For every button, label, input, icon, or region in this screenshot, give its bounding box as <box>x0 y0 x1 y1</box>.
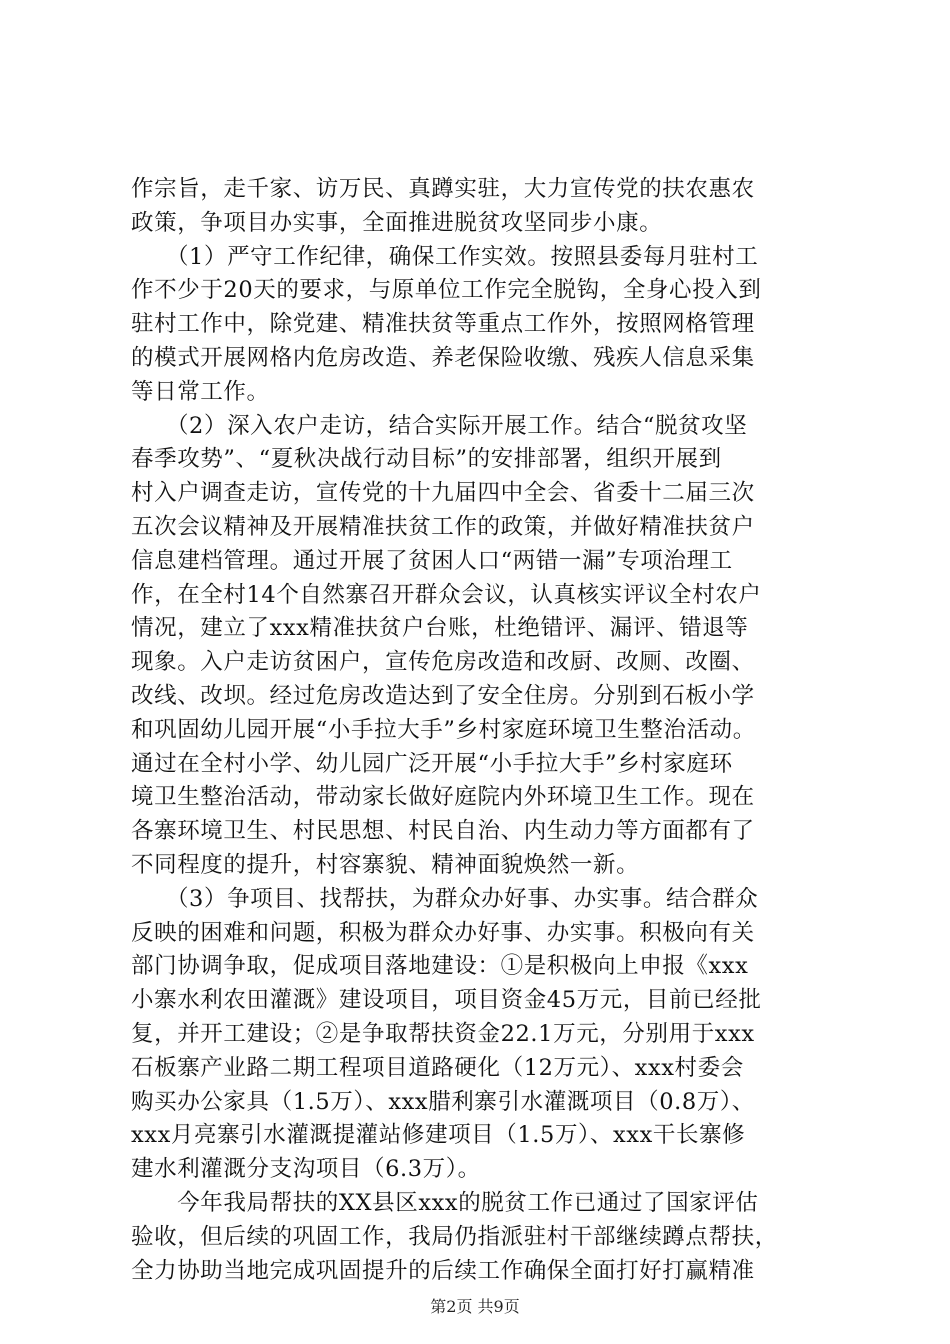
text-line: （1）严守工作纪律，确保工作实效。按照县委每月驻村工 <box>131 243 759 270</box>
text-line: （3）争项目、找帮扶，为群众办好事、办实事。结合群众 <box>131 885 759 912</box>
text-line: 全力协助当地完成巩固提升的后续工作确保全面打好打赢精准 <box>131 1257 755 1284</box>
text-line: 复，并开工建设；②是争取帮扶资金22.1万元，分别用于xxx <box>131 1020 755 1047</box>
text-line: 今年我局帮扶的XX县区xxx的脱贫工作已通过了国家评估 <box>131 1189 759 1216</box>
text-line: 通过在全村小学、幼儿园广泛开展“小手拉大手”乡村家庭环 <box>131 750 733 777</box>
text-line: 信息建档管理。通过开展了贫困人口“两错一漏”专项治理工 <box>131 547 733 574</box>
text-line: xxx月亮寨引水灌溉提灌站修建项目（1.5万）、xxx干长寨修 <box>131 1122 746 1149</box>
text-line: 现象。入户走访贫困户，宣传危房改造和改厨、改厕、改圈、 <box>131 649 755 676</box>
page-footer: 第2页 共9页 <box>430 1297 520 1316</box>
text-line: 改线、改坝。经过危房改造达到了安全住房。分别到石板小学 <box>131 682 755 709</box>
text-line: 村入户调查走访，宣传党的十九届四中全会、省委十二届三次 <box>131 480 755 507</box>
text-line: 验收，但后续的巩固工作，我局仍指派驻村干部继续蹲点帮扶， <box>131 1223 778 1250</box>
text-line: （2）深入农户走访，结合实际开展工作。结合“脱贫攻坚 <box>131 412 748 439</box>
text-line: 建水利灌溉分支沟项目（6.3万）。 <box>131 1156 481 1183</box>
text-line: 五次会议精神及开展精准扶贫工作的政策，并做好精准扶贫户 <box>131 513 755 540</box>
text-line: 驻村工作中，除党建、精准扶贫等重点工作外，按照网格管理 <box>131 311 755 338</box>
text-line: 作，在全村14个自然寨召开群众会议，认真核实评议全村农户 <box>131 581 762 608</box>
text-line: 石板寨产业路二期工程项目道路硬化（12万元）、xxx村委会 <box>131 1054 744 1081</box>
text-line: 作不少于20天的要求，与原单位工作完全脱钩，全身心投入到 <box>131 277 762 304</box>
text-line: 不同程度的提升，村容寨貌、精神面貌焕然一新。 <box>131 851 640 878</box>
text-line: 春季攻势”、“夏秋决战行动目标”的安排部署，组织开展到 <box>131 446 722 473</box>
text-line: 政策，争项目办实事，全面推进脱贫攻坚同步小康。 <box>131 209 663 236</box>
body-text <box>131 173 851 1288</box>
text-line: 购买办公家具（1.5万）、xxx腊利寨引水灌溉项目（0.8万）、 <box>131 1088 755 1115</box>
text-line: 情况，建立了xxx精准扶贫户台账，杜绝错评、漏评、错退等 <box>131 615 749 642</box>
text-line: 各寨环境卫生、村民思想、村民自治、内生动力等方面都有了 <box>131 818 755 845</box>
text-line: 境卫生整治活动，带动家长做好庭院内外环境卫生工作。现在 <box>131 784 755 811</box>
text-line: 作宗旨，走千家、访万民、真蹲实驻，大力宣传党的扶农惠农 <box>131 176 755 202</box>
text-line: 和巩固幼儿园开展“小手拉大手”乡村家庭环境卫生整治活动。 <box>131 716 756 743</box>
text-line: 等日常工作。 <box>131 378 270 405</box>
text-line: 的模式开展网格内危房改造、养老保险收缴、残疾人信息采集 <box>131 344 755 371</box>
text-line: 小寨水利农田灌溉》建设项目，项目资金45万元，目前已经批 <box>131 987 762 1014</box>
text-line: 部门协调争取，促成项目落地建设：①是积极向上申报《xxx <box>131 953 749 980</box>
text-line: 反映的困难和问题，积极为群众办好事、办实事。积极向有关 <box>131 919 755 946</box>
